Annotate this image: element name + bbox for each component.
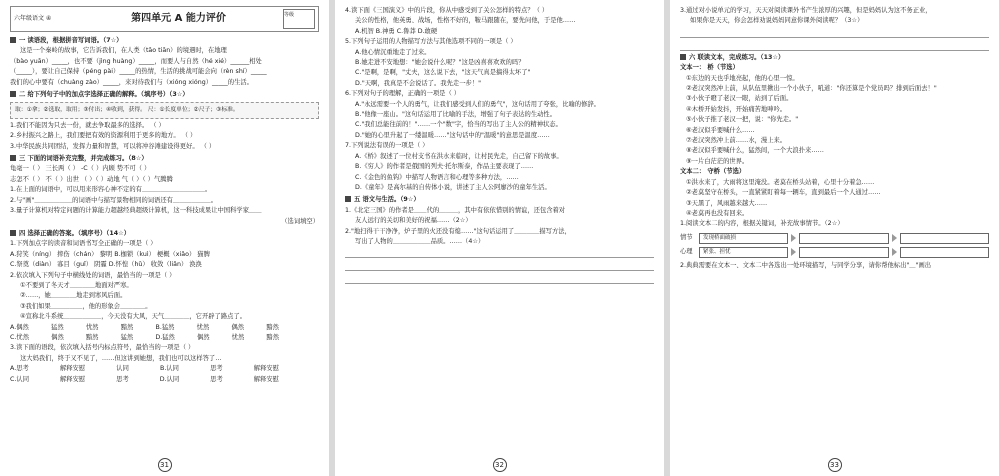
paragraph: ⑤小伙子推了老汉一把，说："你先走。" <box>686 116 799 124</box>
option: 思考 <box>210 365 223 373</box>
section-6-title: 六 联读文本，完成练习。（13☆） <box>680 53 989 63</box>
page-32 <box>335 0 664 476</box>
section-3-title: 三 下面的词语补充完整，并完成练习。（8☆） <box>10 154 319 164</box>
section-5-title: 五 语文与生活。（9☆） <box>345 195 654 205</box>
option[interactable]: C.认同 <box>10 375 29 383</box>
score-box: 等级 <box>283 9 315 29</box>
option: 猛然 <box>120 333 134 341</box>
option: 思考 <box>116 375 129 383</box>
option: 猛然 <box>51 323 64 331</box>
text-line: A.狩笑（níng） 摔伤（chán） 黎明 B.枷锁（kuì） 梗概（xiǎo） 猫脾 <box>10 250 210 258</box>
paragraph: ③小伙子瞪了老汉一眼，站到了后面。 <box>686 95 793 103</box>
option: 解释安慰 <box>59 365 86 373</box>
option: 解释安慰 <box>253 375 279 383</box>
answer-line[interactable] <box>345 273 654 284</box>
option[interactable]: D."天啊，我真是不会说话了。我先走一步！" <box>355 79 481 87</box>
paragraph: ⑥老汉似乎要喊什么…… <box>686 126 755 134</box>
text-line: ④宣称北斗系统＿＿＿＿＿＿，今天没有大风，天气＿＿＿＿，它开辟了路点了。 <box>20 313 247 321</box>
text-line: ②……，她＿＿＿＿地走到寒风后面。 <box>20 292 127 300</box>
option-row <box>10 323 319 333</box>
option[interactable]: C."是啊，是啊，"丈夫，这么说下去，"这天气真是搞得太坏了" <box>355 69 531 77</box>
flow-box-empty[interactable] <box>799 247 888 258</box>
answer-line[interactable] <box>345 247 654 258</box>
option[interactable]: A."永远需要一个人的勇气，让我们感受到人们的勇气"，这句话用了夸张，比喻的修辞。 <box>355 100 600 108</box>
option: 忧然 <box>231 333 245 341</box>
option: 黯然 <box>266 323 279 331</box>
paragraph: ⑧老汉似乎要喊什么，猛然间，一个大浪扑来…… <box>686 147 824 155</box>
answer-line[interactable] <box>680 27 989 38</box>
option: 解释安慰 <box>253 365 279 373</box>
flow-label: 情节 <box>680 234 693 242</box>
plot-flow <box>680 233 989 244</box>
text-line: 4.读下面《三国演义》中的片段，你从中感受到了关公怎样的特点？（ ） <box>345 7 549 14</box>
option: 忧然 <box>85 323 99 331</box>
definition-box: 取：①拿；②选取，取用；③付出；④收到，获得。 尺：①长度单位；②尺子；③标准。 <box>10 102 319 118</box>
arrow-icon <box>892 248 897 256</box>
paragraph: ④木桥开始发抖，开始痛苦地呻吟。 <box>686 105 787 113</box>
paragraph: ③天黑了，风雨越来越大…… <box>686 199 768 207</box>
text-line: 3.通过对小说单元的学习，天天对阅读课外书产生浓厚的兴趣，但是妈妈认为这不务正业， <box>680 7 932 14</box>
option[interactable]: B.《穷人》的作者是俄国的列夫·托尔斯泰，作品主要表现了…… <box>355 163 534 171</box>
text-line: C.祭奠（diàn） 寡目（guǐ） 阴霾 D.怀惶（hǔ） 收敛（liǎn） 涣涣 <box>10 261 202 269</box>
text-1-title: 文本一： 桥（节选） <box>680 64 739 72</box>
text-line: 关公的性格，他英勇、战场，性格不好的，鞍马跟随在，要先问他，于是他…… <box>355 17 576 25</box>
option: 偶然 <box>51 333 64 341</box>
text-line: 这大妈我们，终于又不见了，……但这讲到她想，我们也可以这样答了… <box>20 354 222 362</box>
text-line: 1.我们不能因为只去一份，就去争取最多的选择。 （ ） <box>10 121 165 129</box>
paragraph: ⑨一片白茫茫的世界。 <box>686 157 749 165</box>
text-line: 2.与"画"＿＿＿＿＿＿的词语中与描写景物相同的词语还有＿＿＿＿＿＿。 <box>10 196 218 204</box>
option[interactable]: D.认同 <box>159 375 180 383</box>
emotion-flow <box>680 247 989 258</box>
arrow-icon <box>791 234 796 242</box>
option[interactable]: A.思考 <box>10 365 29 373</box>
paragraph: ①东边的天也乎地亮起，他的心里一惊。 <box>686 74 799 82</box>
unit-header <box>10 6 319 32</box>
text-line: 2."地扫得干干净净，炉子里的火还没有熄……"这句话运用了＿＿＿＿描写方法， <box>345 227 571 235</box>
option[interactable]: D."她的心里升起了一缕温暖……"这句话中的"温暖"的意思是温度…… <box>355 131 550 139</box>
option[interactable]: A.《桥》叙述了一位村支书在洪水来临时，让村民先走，自己留下的故事。 <box>355 152 563 160</box>
option[interactable]: C."我们总能往前的！"……一个"数"字，恰当的写出了主人公的精神状态。 <box>355 121 562 129</box>
arrow-icon <box>791 248 796 256</box>
section-4-title: 四 选择正确的答案。（填序号）（14☆） <box>10 229 319 239</box>
page-33 <box>670 0 999 476</box>
text-line: （_____），要让自己保持（péng pài）_____的热情，生活的挑战可能会向（rèn shí）_____ <box>10 68 267 76</box>
text-line: ③我们如果＿＿＿＿＿，他的形象会＿＿＿＿。 <box>20 302 152 310</box>
page-number: 32 <box>335 458 664 472</box>
text-line: ①不要到了冬天才＿＿＿＿地面对严寒。 <box>20 281 133 289</box>
paragraph: ⑦老汉突然冲上前……水，漫上来。 <box>686 137 787 145</box>
arrow-icon <box>892 234 897 242</box>
text-line: 2.依次填入下列句子中横线处的词语，最恰当的一项是（ ） <box>10 271 176 279</box>
text-line: 如果你是天天，你会怎样劝说妈妈同意你课外阅读呢？（3☆） <box>690 17 864 25</box>
option[interactable]: B.认同 <box>160 365 179 373</box>
text-line: 友人远行的关切和美好的祝福……（2☆） <box>355 217 472 225</box>
text-line: 7.下列说法有误的一项是（ ） <box>345 142 429 150</box>
option[interactable]: D.猛然 <box>155 333 175 341</box>
page-31 <box>0 0 329 476</box>
text-line: （bào yuān）_____，也不要（jìng huàng）_____，而要人与自然（hé xié）______相处 <box>10 57 262 65</box>
section-1-title: 一 读语段，根据拼音写词语。（7☆） <box>10 36 319 46</box>
option[interactable]: B.她走进不安地想："她会说什么呢？"这是凶喜喜欢欢的吗？ <box>355 59 525 67</box>
question-2: 2.典典需要在文本一、文本二中各选出一处环境描写，与同学分享，请你帮他标出"＿"画出 <box>680 261 932 269</box>
option: 认同 <box>116 365 129 373</box>
idiom-row: 龟毫一（ ） 三长两（ ） -C（ ）内顾 势不可（ ） <box>10 165 151 173</box>
text-line: 2.乡村振兴之路上，我们要把有效的资源利用于更多的地方。 （ ） <box>10 132 197 140</box>
option: 解释安慰 <box>59 375 86 383</box>
option: 黯然 <box>85 333 99 341</box>
flow-box-empty[interactable] <box>900 247 989 258</box>
text-2-body <box>680 178 989 220</box>
option[interactable]: A.偶然 <box>10 323 29 331</box>
option: 黯然 <box>120 323 134 331</box>
text-line: 5.下列句子运用的人物描写方法与其他选项不同的一项是（ ） <box>345 38 517 46</box>
flow-label: 心理 <box>680 248 693 256</box>
unit-title: 第四单元 A 能力评价 <box>131 12 226 24</box>
option: 思考 <box>210 375 223 383</box>
flow-box-empty[interactable] <box>900 233 989 244</box>
text-line: 这是一个秦岭的故事，它告诉我们，在人类（tāo tiān）的境遇时，在地理 <box>20 47 227 55</box>
grade-label: 六年级语文 ④ <box>14 14 52 22</box>
text-line: 写出了人物的＿＿＿＿＿＿品质。……（4☆） <box>355 237 485 245</box>
page-number: 33 <box>670 458 999 472</box>
paragraph: ①洪水来了，大雨将这里淹没。老莫在桥头站着，心里十分着急…… <box>686 178 875 186</box>
text-line: 1.下列加点字的读音和词语书写全正确的一项是（ ） <box>10 240 157 248</box>
option-row <box>10 375 319 385</box>
option[interactable]: B.猛然 <box>155 323 175 331</box>
option[interactable]: D.《童年》是高尔基的自传体小说，讲述了主人公阿廖沙的童年生活。 <box>355 183 551 191</box>
section-2-title: 二 给下列句子中的加点字选择正确的解释。（填序号）（3☆） <box>10 90 319 100</box>
text-line: 1.《北定三国》的作者是＿＿代的＿＿＿，其中有依依惜别的情谊，还包含着对 <box>345 206 566 214</box>
question-1: 1.阅读文本二的内容，根据关键词，补充故事情节。（2☆） <box>680 220 844 228</box>
text-line: （选词填空） <box>281 217 319 225</box>
text-line: 3.中华民族共同团结，发挥力量和智慧，可以将冲谷滩建设得更好。 （ ） <box>10 142 216 150</box>
option[interactable]: C.忧然 <box>10 333 29 341</box>
option-row <box>10 364 319 374</box>
option-row: A.机智 B.神勇 C.鲁莽 D.敢硬 <box>355 27 438 35</box>
option: 黯然 <box>266 333 279 341</box>
text-line: 3.读下面的语段，依次填入括号内标点符号，最恰当的一项是（ ） <box>10 344 195 352</box>
page-number: 31 <box>0 458 329 472</box>
option: 忧然 <box>196 323 210 331</box>
option[interactable]: C.《金色的鱼钩》中描写人物语言和心理等多种方法，…… <box>355 173 519 181</box>
paragraph: ②老莫坚守在桥头，一直紧紧盯着每一辆车，直到最后一个人通过…… <box>686 189 881 197</box>
text-line: 我们的心中要有（chuàng zào）_____，来对待我们与（xióng xióng）_____的生活。 <box>10 78 253 86</box>
option: 偶然 <box>196 333 210 341</box>
option[interactable]: A.他心情沉重地走了过来。 <box>355 48 431 56</box>
option: 偶然 <box>231 323 245 331</box>
text-1-body <box>680 74 989 168</box>
text-line: 1.在上面的词语中，可以用来形容心神不定的有＿＿＿＿＿＿＿＿＿＿。 <box>10 186 212 194</box>
text-line: 6.下列对句子的理解，正确的一项是（ ） <box>345 90 461 98</box>
idiom-row: 志怎不（ ） 不（ ）出世 （ ）（ ）动地 气（ ）（ ）气腾腾 <box>10 175 173 183</box>
flow-box: 紧张、担忧 <box>699 247 788 258</box>
paragraph: ②老汉突然冲上前，从队伍里揪出一个小伙子，吼道："你还算是个党员吗？排到后面去！" <box>686 85 937 93</box>
flow-box: 发现桥面破损 <box>699 233 788 244</box>
flow-box-empty[interactable] <box>799 233 888 244</box>
option[interactable]: B."他像一座山。"这句话运用了比喻的手法，增强了句子表达的生动性。 <box>355 111 557 119</box>
answer-line[interactable] <box>345 260 654 271</box>
paragraph: ④老莫再也没有回来。 <box>686 209 749 217</box>
answer-line[interactable] <box>680 40 989 51</box>
option-row <box>10 333 319 343</box>
text-2-title: 文本二： 守桥（节选） <box>680 168 746 176</box>
text-line: 3.量子计算机对特定问题的计算能力超越经典超级计算机，这一科技成果让中国科学家＿＿ <box>10 207 262 215</box>
